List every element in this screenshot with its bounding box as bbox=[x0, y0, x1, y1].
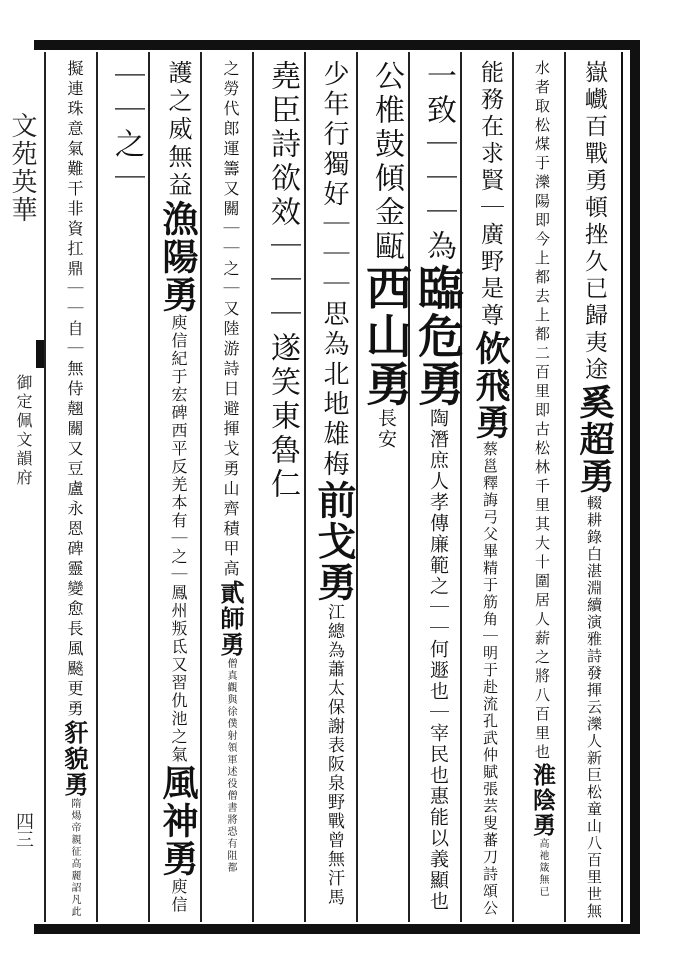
column-rule bbox=[252, 52, 254, 922]
annotation: 庾信 bbox=[169, 878, 188, 914]
annotation: 江總為蕭太保謝表阪泉野戰曾無汗馬 bbox=[324, 603, 344, 907]
text-column-2 bbox=[520, 60, 564, 898]
frame-right-border bbox=[630, 40, 640, 934]
frame-bottom-border bbox=[34, 924, 638, 934]
text-column-1 bbox=[572, 60, 616, 920]
column-text: ｜｜之｜ bbox=[109, 60, 144, 196]
text-column-4 bbox=[411, 60, 465, 912]
text-column-3 bbox=[468, 60, 512, 917]
column-text: 水者取松煤于濼陽即今上都去上都二百里即古松林千里其大十圍居人薪之將八百里也 bbox=[533, 60, 551, 763]
column-text: 一致｜｜｜為 bbox=[421, 60, 456, 264]
text-column-5 bbox=[359, 60, 413, 450]
annotation: 隋煬帝親征高麗詔凡此 bbox=[69, 798, 80, 918]
margin-strip bbox=[0, 52, 42, 922]
text-column-11 bbox=[52, 60, 96, 918]
text-column-7 bbox=[260, 60, 304, 502]
column-text: 能務在求賢｜廣野是尊 bbox=[477, 60, 503, 330]
column-rule bbox=[44, 52, 46, 922]
text-column-10 bbox=[104, 60, 148, 196]
annotation: 輟耕錄白湛淵續演雅詩發揮云濼人新巨松童山八百里世無 bbox=[585, 495, 603, 920]
margin-black-bar bbox=[36, 340, 44, 368]
annotation: 高祂箴無已 bbox=[537, 838, 548, 898]
column-text: 擬連珠意氣難干非資扛鼎｜｜自｜無侍翹關又豆盧永恩碑靈變愈長風飈更勇 bbox=[65, 60, 84, 720]
column-text: 堯臣詩欲效｜｜｜遂笑東魯仁 bbox=[265, 60, 300, 502]
headword: 西山勇 bbox=[359, 264, 413, 408]
column-rule bbox=[304, 52, 306, 922]
column-rule bbox=[148, 52, 150, 922]
text-column-6 bbox=[312, 60, 356, 907]
annotation: 長安 bbox=[375, 408, 397, 450]
column-rule bbox=[408, 52, 410, 922]
annotation: 蔡邕釋誨弓父畢精于筋角｜明于赴流孔武仲賦張芸叟蕃刀詩頌公 bbox=[481, 441, 499, 917]
column-rule bbox=[564, 52, 566, 922]
annotation: 僧真觀與徐僕射領軍述役僧書將恐有阻都 bbox=[225, 658, 236, 874]
headword: 漁陽勇 bbox=[157, 200, 199, 314]
column-rule bbox=[512, 52, 514, 922]
headword: 貳師勇 bbox=[216, 580, 245, 658]
column-rule bbox=[460, 52, 462, 922]
column-text: 嶽巇百戰勇頓挫久已歸夷途 bbox=[581, 60, 607, 384]
annotation: 庾信紀于宏碑西平反羌本有｜之｜鳳州叛氐又習仇池之氣 bbox=[169, 314, 188, 764]
headword: 風神勇 bbox=[157, 764, 199, 878]
annotation: 陶潛庶人孝傳廉範之｜｜何遯也｜宰民也惠能以義顯也 bbox=[427, 408, 449, 912]
column-rule bbox=[200, 52, 202, 922]
column-text: 之勞代郎運籌又關｜｜之｜又陸游詩日避揮戈勇山齊積甲高 bbox=[221, 60, 240, 580]
book-title: 文苑英華 bbox=[7, 112, 37, 224]
column-rule bbox=[96, 52, 98, 922]
text-column-8 bbox=[208, 60, 252, 874]
column-text: 少年行獨好｜｜｜思為北地雄梅 bbox=[319, 60, 349, 480]
section-title: 御定佩文韻府 bbox=[14, 374, 33, 488]
page-number: 四三 bbox=[13, 812, 34, 848]
frame-right-inner-border bbox=[621, 52, 623, 922]
headword: 佽飛勇 bbox=[470, 330, 511, 441]
column-text: 公椎鼓傾金甌 bbox=[369, 60, 404, 264]
headword: 豻貌勇 bbox=[60, 720, 89, 798]
text-column-9 bbox=[156, 60, 200, 914]
frame-top-border bbox=[34, 40, 638, 50]
headword: 臨危勇 bbox=[411, 264, 465, 408]
headword: 前戈勇 bbox=[311, 480, 357, 603]
headword: 淮陰勇 bbox=[529, 763, 556, 838]
headword: 奚超勇 bbox=[574, 384, 615, 495]
column-text: 護之威無益 bbox=[164, 60, 192, 200]
